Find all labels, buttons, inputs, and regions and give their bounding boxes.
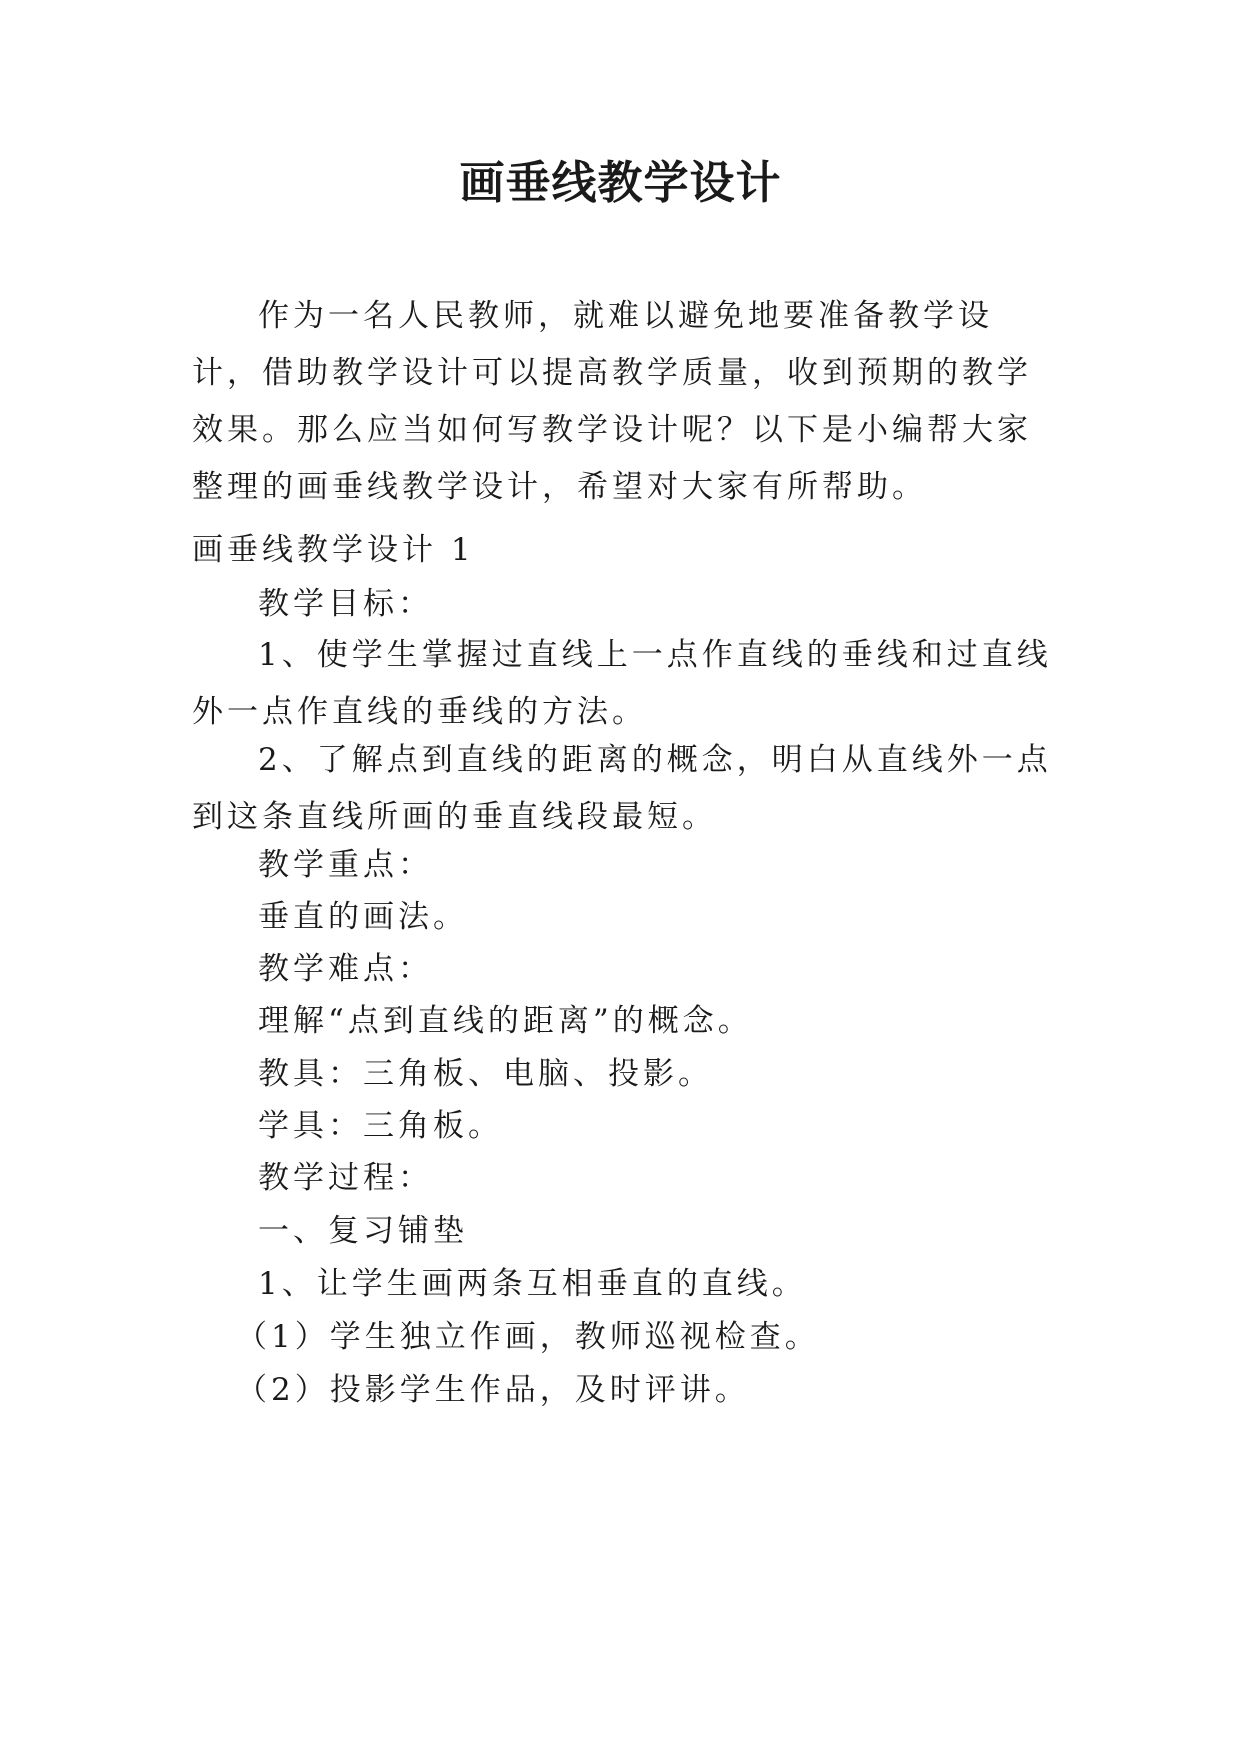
section-heading: 画垂线教学设计 1 (192, 532, 475, 568)
intro-paragraph: 作为一名人民教师，就难以避免地要准备教学设计，借助教学设计可以提高教学质量，收到预期的教学效果。那么应当如何写教学设计呢？以下是小编帮大家整理的画垂线教学设计，希望对大家有所帮助。 (192, 298, 1032, 505)
step-one-item-1: 1、让学生画两条互相垂直的直线。 (258, 1266, 807, 1302)
goals-label: 教学目标： (258, 586, 433, 622)
goal-item-2: 2、了解点到直线的距离的概念，明白从直线外一点到这条直线所画的垂直线段最短。 (192, 742, 1052, 835)
key-point-text: 垂直的画法。 (258, 899, 468, 935)
process-label: 教学过程： (258, 1160, 433, 1196)
student-tools: 学具：三角板。 (258, 1108, 503, 1144)
document-title: 画垂线教学设计 (459, 156, 782, 209)
sub-item-2: （2）投影学生作品，及时评讲。 (236, 1372, 750, 1408)
step-one-heading: 一、复习铺垫 (258, 1213, 468, 1249)
key-point-label: 教学重点： (258, 847, 433, 883)
sub-item-1: （1）学生独立作画，教师巡视检查。 (236, 1319, 820, 1355)
difficulty-label: 教学难点： (258, 951, 433, 987)
difficulty-text: 理解“点到直线的距离”的概念。 (258, 1003, 753, 1039)
teaching-aids: 教具：三角板、电脑、投影。 (258, 1056, 713, 1092)
goal-item-1: 1、使学生掌握过直线上一点作直线的垂线和过直线外一点作直线的垂线的方法。 (192, 637, 1052, 730)
